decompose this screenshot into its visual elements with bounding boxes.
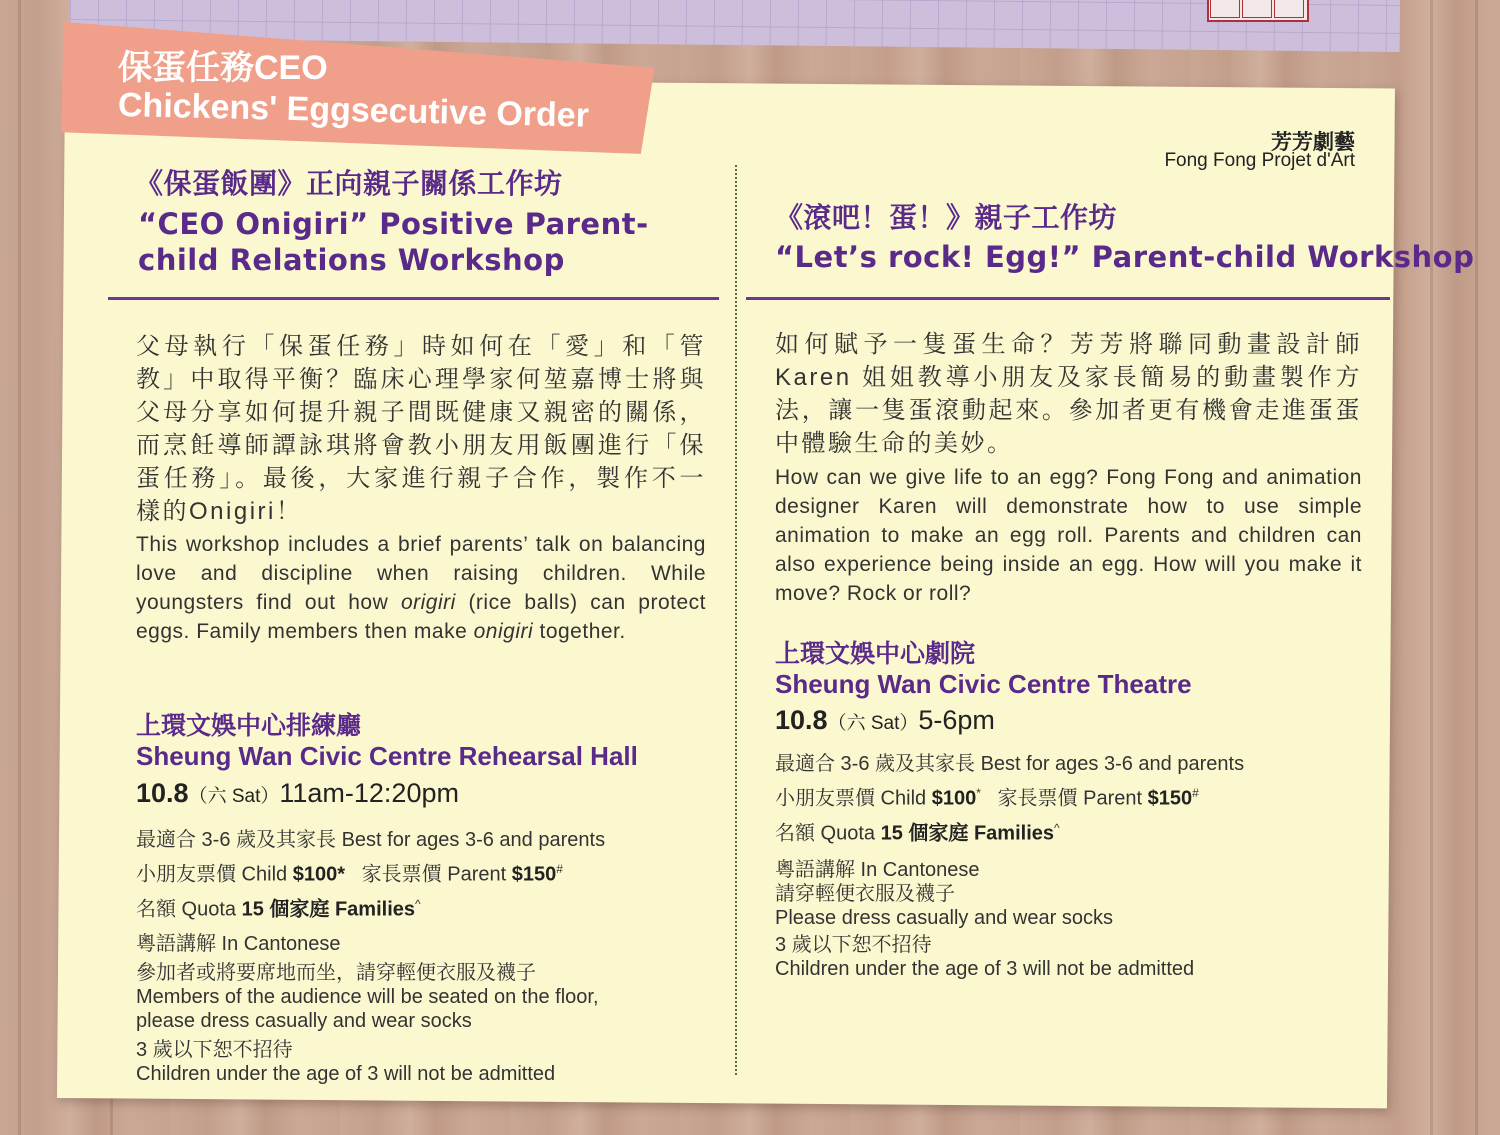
right-date-time: 10.8（六 Sat）5-6pm xyxy=(775,705,995,735)
left-seating-zh: 參加者或將要席地而坐，請穿輕便衣服及襪子 xyxy=(136,962,536,984)
banner-title-en: Chickens' Eggsecutive Order xyxy=(117,86,590,135)
right-ticket-info xyxy=(775,750,1244,848)
right-age-range: 最適合 3-6 歲及其家長 Best for ages 3-6 and parents xyxy=(775,753,1245,775)
right-language: 粵語講解 In Cantonese xyxy=(775,859,980,881)
right-age-limit-zh: 3 歲以下恕不招待 xyxy=(775,934,932,956)
organizer-name-en: Fong Fong Projet d'Art xyxy=(1164,150,1355,171)
red-seal-stamp xyxy=(1207,0,1309,22)
right-age-limit-en: Children under the age of 3 will not be admitted xyxy=(775,958,1195,980)
right-title-rule xyxy=(746,297,1390,300)
left-prices: 小朋友票價 Child $100* 家長票價 Parent $150# xyxy=(136,862,563,886)
left-quota: 名額 Quota 15 個家庭 Families^ xyxy=(136,896,421,921)
left-title-rule xyxy=(108,297,719,300)
wood-grain xyxy=(18,0,21,1135)
left-seating-en-1: Members of the audience will be seated on the floor, xyxy=(136,986,599,1008)
right-quota: 名額 Quota 15 個家庭 Families^ xyxy=(775,820,1060,845)
left-notes xyxy=(136,932,599,1086)
left-language: 粵語講解 In Cantonese xyxy=(136,933,341,955)
wood-grain xyxy=(1475,0,1478,1135)
right-workshop-title-zh: 《滾吧！蛋！》親子工作坊 xyxy=(775,201,1118,234)
left-workshop-title-en: “CEO Onigiri” Positive Parent-child Relations Workshop xyxy=(138,207,649,277)
right-notes xyxy=(775,858,1194,981)
right-description-en: How can we give life to an egg? Fong Fong and animation designer Karen will demonstrate how to use simple animation to make an egg roll. Parents and children can also experience being inside an egg. How will you make it move? Rock or roll? xyxy=(775,466,1362,605)
left-date-time: 10.8（六 Sat）11am-12:20pm xyxy=(136,778,459,808)
left-age-range: 最適合 3-6 歲及其家長 Best for ages 3-6 and parents xyxy=(136,829,606,851)
right-venue-zh: 上環文娛中心劇院 xyxy=(775,640,976,668)
right-dress-zh: 請穿輕便衣服及襪子 xyxy=(775,883,955,905)
banner-title-zh: 保蛋任務CEO xyxy=(118,49,328,87)
right-dress-en: Please dress casually and wear socks xyxy=(775,907,1113,929)
right-prices: 小朋友票價 Child $100* 家長票價 Parent $150# xyxy=(775,786,1199,810)
left-age-limit-en: Children under the age of 3 will not be admitted xyxy=(136,1063,556,1085)
left-workshop-title-zh: 《保蛋飯團》正向親子關係工作坊 xyxy=(135,167,563,200)
left-venue-en: Sheung Wan Civic Centre Rehearsal Hall xyxy=(136,741,638,771)
column-divider xyxy=(735,165,737,1075)
wood-grain xyxy=(1430,0,1433,1135)
left-venue-zh: 上環文娛中心排練廳 xyxy=(136,712,362,740)
right-venue-en: Sheung Wan Civic Centre Theatre xyxy=(775,669,1192,699)
left-age-limit-zh: 3 歲以下恕不招待 xyxy=(136,1039,293,1061)
right-description-zh: 如何賦予一隻蛋生命？芳芳將聯同動畫設計師 Karen 姐姐教導小朋友及家長簡易的動畫製作方法，讓一隻蛋滾動起來。參加者更有機會走進蛋蛋中體驗生命的美妙。 xyxy=(775,331,1362,457)
left-seating-en-2: please dress casually and wear socks xyxy=(136,1010,472,1032)
left-description-zh: 父母執行「保蛋任務」時如何在「愛」和「管教」中取得平衡？臨床心理學家何堃嘉博士將與父母分享如何提升親子間既健康又親密的關係，而烹飪導師譚詠琪將會教小朋友用飯團進行「保蛋任務」。最後，大家進行親子合作，製作不一樣的Onigiri！ xyxy=(136,333,706,525)
organizer-name-zh: 芳芳劇藝 xyxy=(1271,131,1355,154)
right-workshop-title-en: “Let’s rock! Egg!” Parent-child Workshop xyxy=(775,240,1475,274)
left-description-en: This workshop includes a brief parents’ talk on balancing love and discipline when raising children. While youngsters find out how origiri (rice balls) can protect eggs. Family members then make onigiri together. xyxy=(136,533,706,643)
left-ticket-info xyxy=(136,826,605,924)
